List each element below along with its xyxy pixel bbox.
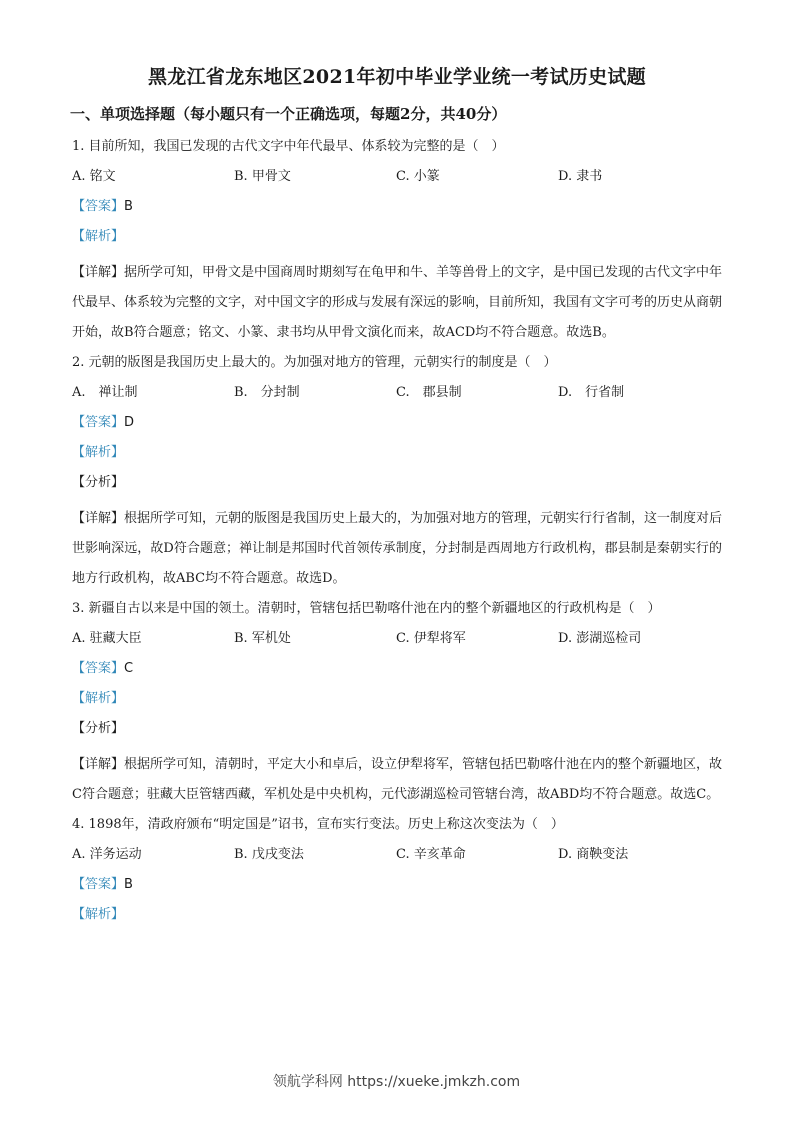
fenxi-tag: 【分析】 — [72, 475, 125, 490]
answer-line — [72, 414, 722, 432]
option-d: D. 澎湖巡检司 — [558, 631, 642, 646]
exam-page — [72, 62, 722, 936]
footer-watermark: 领航学科网 https://xueke.jmkzh.com — [272, 1074, 521, 1090]
detail-text: 【详解】根据所学可知，元朝的版图是我国历史上最大的，为加强对地方的管理，元朝实行行省制，这一制度对后世影响深远，故D符合题意；禅让制是邦国时代首领传承制度，分封制是西周地方行政机构，郡县制是秦朝实行的地方行政机构，故ABC均不符合题意。故选D。 — [72, 511, 723, 586]
option-b: B. 分封制 — [234, 385, 300, 400]
analysis-tag: 【解析】 — [72, 229, 125, 244]
question-stem: 4. 1898年，清政府颁布“明定国是”诏书，宣布实行变法。历史上称这次变法为（ ） — [72, 817, 564, 832]
answer-value: B — [124, 877, 133, 892]
question-2 — [72, 354, 722, 594]
question-4 — [72, 816, 722, 924]
analysis-tag: 【解析】 — [72, 691, 125, 706]
answer-line — [72, 876, 722, 894]
option-b: B. 军机处 — [234, 631, 291, 646]
question-3 — [72, 600, 722, 810]
option-a: A. 驻藏大臣 — [72, 631, 142, 646]
fenxi-tag: 【分析】 — [72, 721, 125, 736]
analysis-tag: 【解析】 — [72, 907, 125, 922]
option-d: D. 商鞅变法 — [558, 847, 629, 862]
option-d: D. 隶书 — [558, 169, 603, 184]
option-a: A. 洋务运动 — [72, 847, 142, 862]
answer-value: B — [124, 199, 133, 214]
answer-value: C — [124, 661, 134, 676]
question-stem: 3. 新疆自古以来是中国的领土。清朝时，管辖包括巴勒喀什池在内的整个新疆地区的行政机构是（ ） — [72, 601, 661, 616]
option-a: A. 铭文 — [72, 169, 116, 184]
option-c: C. 辛亥革命 — [396, 847, 466, 862]
answer-tag: 【答案】 — [72, 877, 125, 892]
question-stem: 2. 元朝的版图是我国历史上最大的。为加强对地方的管理，元朝实行的制度是（ ） — [72, 355, 557, 370]
option-row — [72, 846, 722, 864]
option-c: C. 小篆 — [396, 169, 440, 184]
option-b: B. 戊戌变法 — [234, 847, 304, 862]
option-c: C. 郡县制 — [396, 385, 462, 400]
section-heading: 一、单项选择题（每小题只有一个正确选项，每题2分，共40分） — [70, 105, 507, 123]
option-row — [72, 630, 722, 648]
answer-tag: 【答案】 — [72, 661, 125, 676]
option-c: C. 伊犁将军 — [396, 631, 466, 646]
answer-tag: 【答案】 — [72, 199, 125, 214]
answer-value: D — [124, 415, 135, 430]
answer-line — [72, 660, 722, 678]
question-stem: 1. 目前所知，我国已发现的古代文字中年代最早、体系较为完整的是（ ） — [72, 139, 505, 154]
answer-tag: 【答案】 — [72, 415, 125, 430]
option-d: D. 行省制 — [558, 385, 625, 400]
detail-text: 【详解】据所学可知，甲骨文是中国商周时期刻写在龟甲和牛、羊等兽骨上的文字，是中国已发现的古代文字中年代最早、体系较为完整的文字，对中国文字的形成与发展有深远的影响，目前所知，我国有文字可考的历史从商朝开始，故B符合题意；铭文、小篆、隶书均从甲骨文演化而来，故ACD均不符合题意。故选B。 — [72, 265, 723, 340]
question-1 — [72, 138, 722, 348]
detail-text: 【详解】根据所学可知，清朝时，平定大小和卓后，设立伊犁将军，管辖包括巴勒喀什池在内的整个新疆地区，故C符合题意；驻藏大臣管辖西藏，军机处是中央机构，元代澎湖巡检司管辖台湾，故ABD均不符合题意。故选C。 — [72, 757, 723, 802]
analysis-tag: 【解析】 — [72, 445, 125, 460]
answer-line — [72, 198, 722, 216]
page-title: 黑龙江省龙东地区2021年初中毕业学业统一考试历史试题 — [148, 66, 646, 88]
option-row — [72, 384, 722, 402]
option-row — [72, 168, 722, 186]
option-b: B. 甲骨文 — [234, 169, 291, 184]
option-a: A. 禅让制 — [72, 385, 138, 400]
